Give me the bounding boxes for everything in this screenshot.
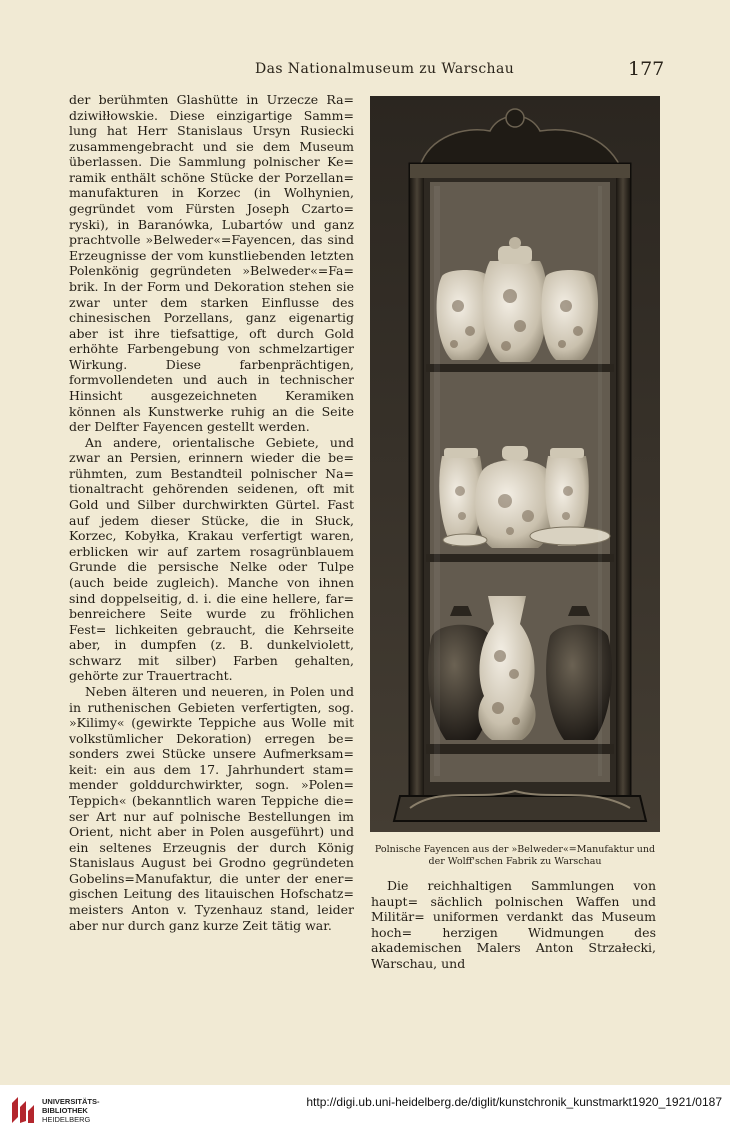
photo-plate-display-cabinet [370, 96, 660, 832]
caption-line: der Wolff'schen Fabrik zu Warschau [428, 856, 602, 867]
right-text-column [371, 878, 656, 971]
page-number: 177 [628, 58, 665, 80]
figure-caption [368, 844, 662, 868]
library-name: UNIVERSITÄTS- BIBLIOTHEK HEIDELBERG [42, 1097, 100, 1124]
viewer-footer [0, 1085, 730, 1138]
caption-line: Polnische Fayencen aus der »Belweder«=Manufaktur und [374, 844, 656, 855]
running-head [0, 60, 730, 82]
paragraph-persian-belts: An andere, orientalische Gebiete, und zwar an Persien, erinnern wieder die be= rühmten, zum Bestandteil polnischer Na= tionaltracht gehörenden seidenen, oft mit Gold und Silber durchwirkten Gürtel. Fast auf jedem dieser Stücke, die in Słuck, Korzec, Kobyłka, Krakau verfertigt waren, erblicken wir auf zartem rosagrünblauem Grunde die persische Nelke oder Tulpe (auch beide zugleich). Manche von ihnen sind doppelseitig, d. i. die eine hellere, far= benreichere Seite wurde zu fröhlichen Fest= lichkeiten gebraucht, die Kehrseite aber, in dumpfen (z. B. dunkelviolett, schwarz mit silber) Farben gehalten, gehörte zur Trauertracht. [69, 434, 355, 684]
paragraph-kilims: Neben älteren und neueren, in Polen und in ruthenischen Gebieten verfertigten, sog. »Kilimy« (gewirkte Teppiche aus Wolle mit volkstümlicher Dekoration) erregen be= sonders zwei Stücke unsere Aufmerksam= keit: ein aus dem 17. Jahrhundert stam= mender golddurchwirkter, sogn. »Polen= Teppich« (bekanntlich waren Teppiche die= ser Art nur auf polnische Bestellungen im Orient, nicht aber in Polen ausgeführt) und ein seltenes Erzeugnis der durch König Stanislaus August bei Grodno gegründeten Gobelins=Manufaktur, die unter der ener= gischen Leitung des litauischen Hofschatz= meisters Anton v. Tyzenhauz stand, leider aber nur durch ganz kurze Zeit tätig war. [69, 683, 355, 933]
running-title: Das Nationalmuseum zu Warschau [255, 61, 515, 77]
left-text-column [69, 92, 354, 933]
university-library-logo-icon [8, 1093, 38, 1127]
display-cabinet-photo [370, 96, 660, 832]
source-url-link[interactable]: http://digi.ub.uni-heidelberg.de/diglit/kunstchronik_kunstmarkt1920_1921/0187 [306, 1095, 722, 1109]
paragraph-weapons-collection: Die reichhaltigen Sammlungen von haupt= sächlich polnischen Waffen und Militär= uniformen verdankt das Museum hoch= herzigen Widmungen des akademischen Malers Anton Strzałecki, Warschau, und [371, 878, 656, 971]
paragraph-glass-and-ceramics: der berühmten Glashütte in Urzecze Ra= dziwiłłowskie. Diese einzigartige Samm= lung hat Herr Stanislaus Ursyn Rusiecki zusammengebracht und sie dem Museum überlassen. Die Sammlung polnischer Ke= ramik enthält schöne Stücke der Porzellan= manufakturen in Korzec (in Wolhynien, gegründet vom Fürsten Joseph Czarto= ryski), in Baranówka, Lubartów und ganz prachtvolle »Belweder«=Fayencen, das sind Erzeugnisse der vom kunstliebenden letzten Polenkönig gegründeten »Belweder«=Fa= brik. In der Form und Dekoration stehen sie zwar unter dem starken Einflusse des chinesischen Porzellans, ganz eigenartig aber ist ihre tiefsattige, oft durch Gold erhöhte Farbengebung von schmelzartiger Wirkung. Diese farbenprächtigen, formvollendeten und auch in technischer Hinsicht ausgezeichneten Keramiken können als Kunstwerke ruhig an die Seite der Delfter Fayencen gestellt werden. [69, 92, 354, 435]
